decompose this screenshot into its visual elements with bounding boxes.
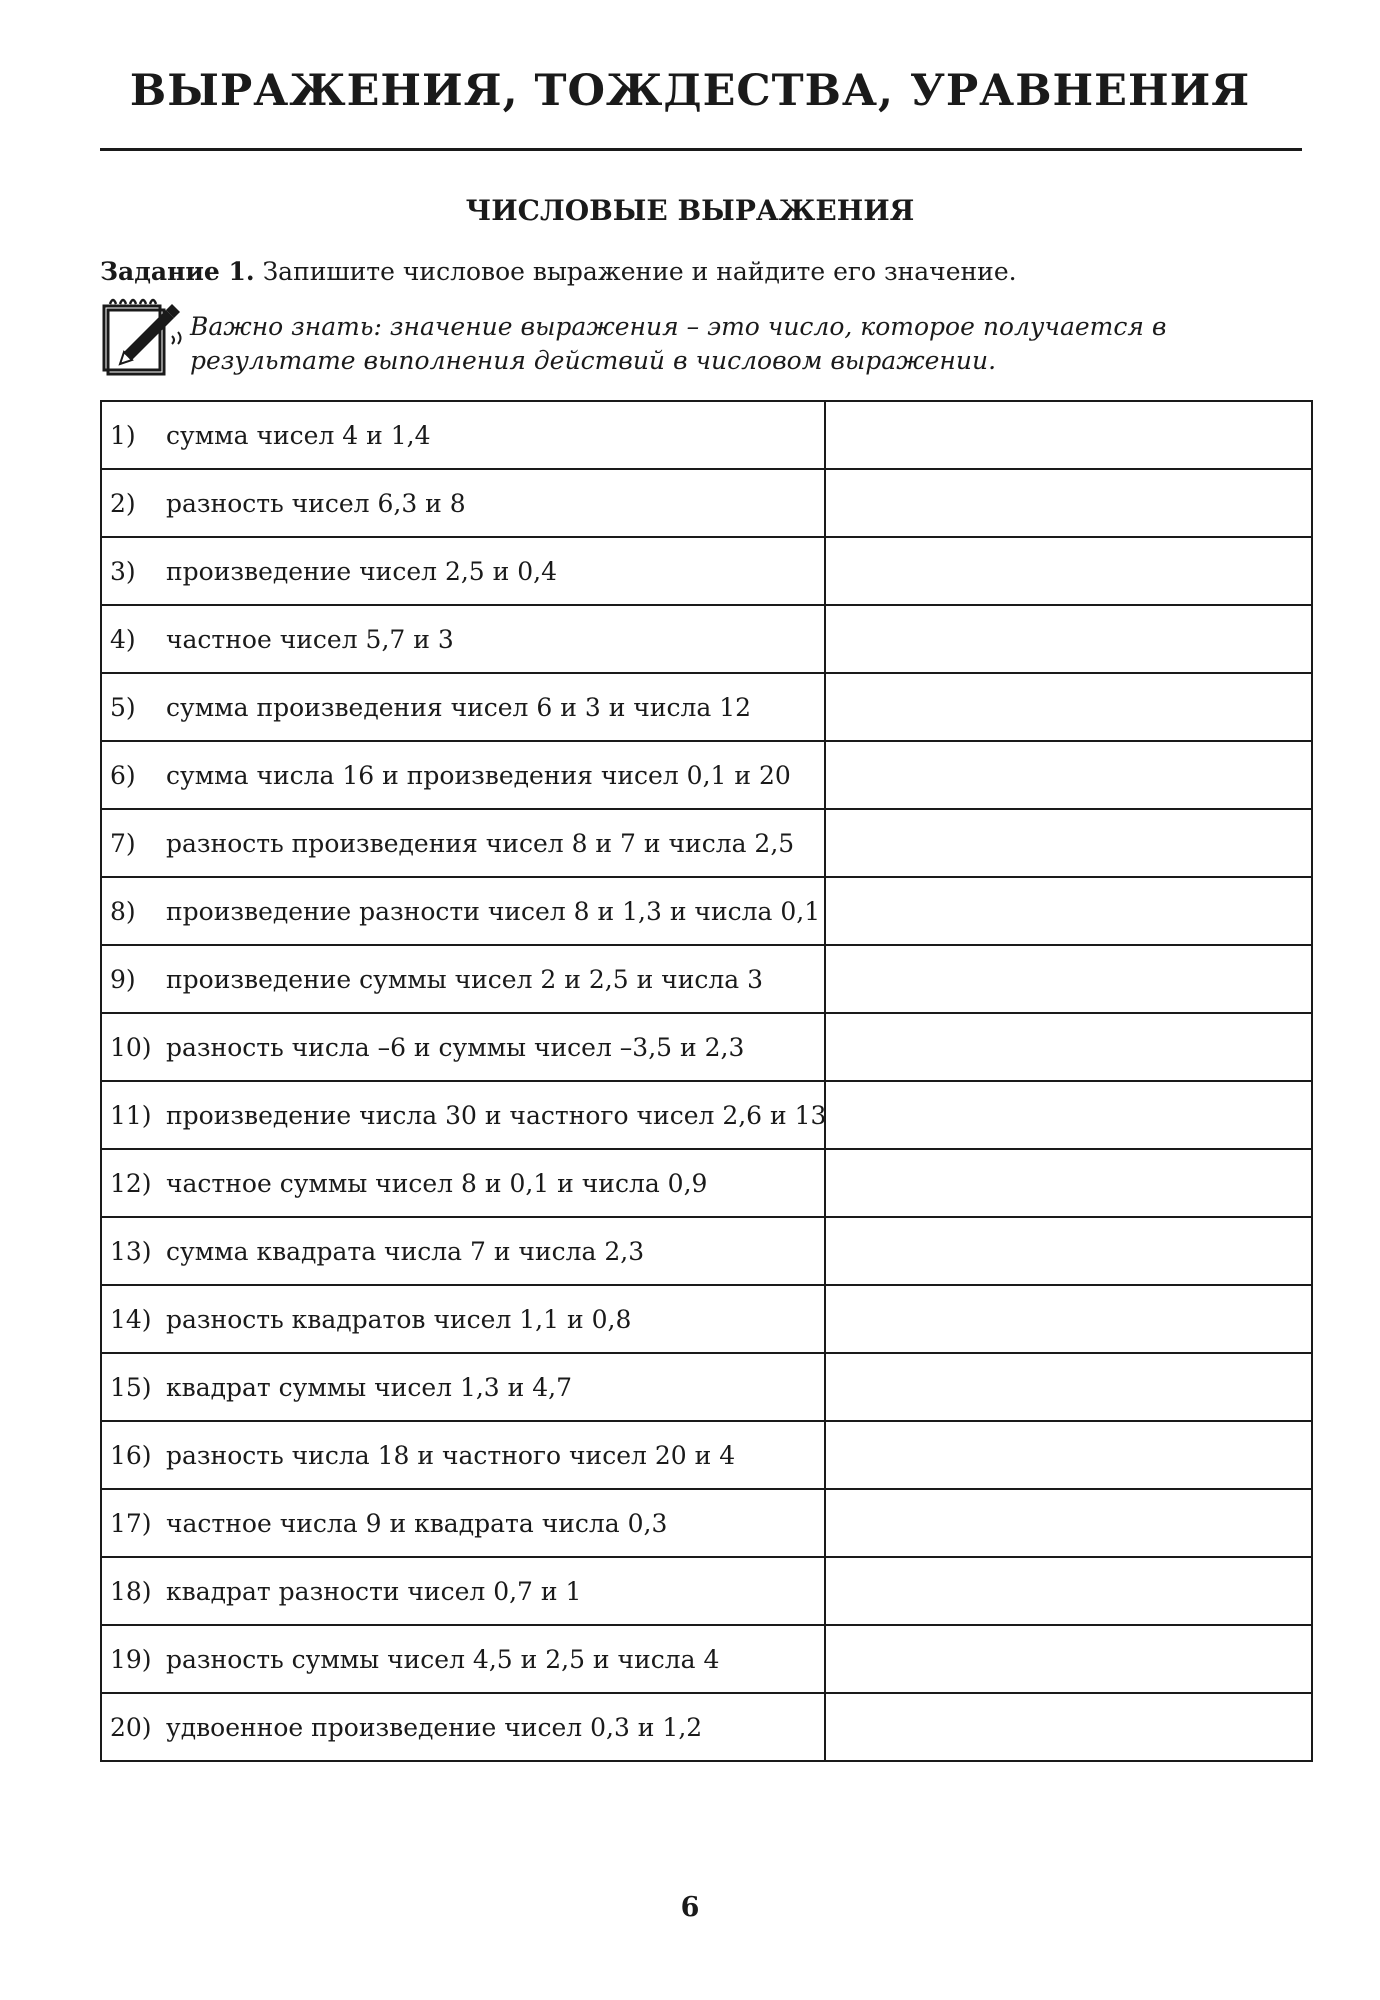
expression-cell bbox=[101, 1489, 825, 1557]
row-number: 4) bbox=[110, 624, 136, 654]
expression-cell bbox=[101, 877, 825, 945]
expression-cell bbox=[101, 1217, 825, 1285]
row-number: 14) bbox=[110, 1304, 152, 1334]
row-number: 17) bbox=[110, 1508, 152, 1538]
page-number: 6 bbox=[680, 1892, 700, 1923]
expression-cell bbox=[101, 1081, 825, 1149]
answer-cell[interactable] bbox=[825, 1693, 1312, 1761]
answer-cell[interactable] bbox=[825, 1625, 1312, 1693]
task-text: Запишите числовое выражение и найдите его значение. bbox=[262, 257, 1017, 286]
row-number: 11) bbox=[110, 1100, 152, 1130]
expression-cell bbox=[101, 401, 825, 469]
row-number: 7) bbox=[110, 828, 136, 858]
notepad-pencil-icon bbox=[100, 292, 186, 376]
task-instruction bbox=[100, 257, 1017, 286]
expression-text: сумма числа 16 и произведения чисел 0,1 и 20 bbox=[166, 760, 791, 790]
expression-text: квадрат суммы чисел 1,3 и 4,7 bbox=[166, 1372, 573, 1402]
important-note: Важно знать: значение выражения – это число, которое получается в результате выполнения действий в числовом выражении. bbox=[190, 312, 1167, 375]
expression-cell bbox=[101, 945, 825, 1013]
table-row bbox=[101, 877, 1312, 945]
page-title: ВЫРАЖЕНИЯ, ТОЖДЕСТВА, УРАВНЕНИЯ bbox=[129, 66, 1251, 116]
answer-cell[interactable] bbox=[825, 605, 1312, 673]
expression-text: сумма чисел 4 и 1,4 bbox=[166, 420, 431, 450]
row-number: 5) bbox=[110, 692, 136, 722]
row-number: 3) bbox=[110, 556, 136, 586]
table-row bbox=[101, 1285, 1312, 1353]
expression-cell bbox=[101, 1693, 825, 1761]
expression-text: частное чисел 5,7 и 3 bbox=[166, 624, 454, 654]
expression-text: разность числа –6 и суммы чисел –3,5 и 2,3 bbox=[166, 1032, 745, 1062]
table-row bbox=[101, 537, 1312, 605]
answer-cell[interactable] bbox=[825, 1217, 1312, 1285]
table-row bbox=[101, 1217, 1312, 1285]
table-row bbox=[101, 1421, 1312, 1489]
expression-text: произведение суммы чисел 2 и 2,5 и числа 3 bbox=[166, 964, 764, 994]
table-row bbox=[101, 1149, 1312, 1217]
table-row bbox=[101, 809, 1312, 877]
table-row bbox=[101, 1489, 1312, 1557]
expression-cell bbox=[101, 1557, 825, 1625]
expression-cell bbox=[101, 469, 825, 537]
table-row bbox=[101, 469, 1312, 537]
table-row bbox=[101, 1081, 1312, 1149]
row-number: 10) bbox=[110, 1032, 152, 1062]
row-number: 1) bbox=[110, 420, 136, 450]
row-number: 8) bbox=[110, 896, 136, 926]
row-number: 16) bbox=[110, 1440, 152, 1470]
row-number: 20) bbox=[110, 1712, 152, 1742]
task-label: Задание 1. bbox=[100, 257, 255, 286]
expression-cell bbox=[101, 1353, 825, 1421]
table-row bbox=[101, 401, 1312, 469]
answer-cell[interactable] bbox=[825, 877, 1312, 945]
answer-cell[interactable] bbox=[825, 537, 1312, 605]
answer-cell[interactable] bbox=[825, 945, 1312, 1013]
expression-cell bbox=[101, 537, 825, 605]
table-row bbox=[101, 945, 1312, 1013]
answer-cell[interactable] bbox=[825, 673, 1312, 741]
expression-cell bbox=[101, 1421, 825, 1489]
table-row bbox=[101, 1353, 1312, 1421]
expression-text: разность произведения чисел 8 и 7 и числа 2,5 bbox=[166, 828, 795, 858]
row-number: 19) bbox=[110, 1644, 152, 1674]
answer-cell[interactable] bbox=[825, 469, 1312, 537]
table-row bbox=[101, 1693, 1312, 1761]
expression-text: разность числа 18 и частного чисел 20 и 4 bbox=[166, 1440, 736, 1470]
expression-text: сумма произведения чисел 6 и 3 и числа 12 bbox=[166, 692, 752, 722]
answer-cell[interactable] bbox=[825, 1557, 1312, 1625]
expression-text: произведение числа 30 и частного чисел 2,6 и 13 bbox=[166, 1100, 827, 1130]
expression-text: удвоенное произведение чисел 0,3 и 1,2 bbox=[166, 1712, 703, 1742]
expression-text: разность квадратов чисел 1,1 и 0,8 bbox=[166, 1304, 632, 1334]
expression-text: сумма квадрата числа 7 и числа 2,3 bbox=[166, 1236, 645, 1266]
answer-cell[interactable] bbox=[825, 809, 1312, 877]
row-number: 6) bbox=[110, 760, 136, 790]
answer-cell[interactable] bbox=[825, 401, 1312, 469]
answer-cell[interactable] bbox=[825, 1285, 1312, 1353]
expression-cell bbox=[101, 1013, 825, 1081]
expression-cell bbox=[101, 1285, 825, 1353]
table-row bbox=[101, 1013, 1312, 1081]
row-number: 12) bbox=[110, 1168, 152, 1198]
answer-cell[interactable] bbox=[825, 741, 1312, 809]
row-number: 18) bbox=[110, 1576, 152, 1606]
title-divider bbox=[100, 148, 1302, 151]
answer-cell[interactable] bbox=[825, 1421, 1312, 1489]
answer-cell[interactable] bbox=[825, 1013, 1312, 1081]
table-row bbox=[101, 1557, 1312, 1625]
expression-cell bbox=[101, 673, 825, 741]
row-number: 9) bbox=[110, 964, 136, 994]
expression-text: частное числа 9 и квадрата числа 0,3 bbox=[166, 1508, 668, 1538]
table-row bbox=[101, 1625, 1312, 1693]
expression-cell bbox=[101, 605, 825, 673]
table-row bbox=[101, 741, 1312, 809]
row-number: 15) bbox=[110, 1372, 152, 1402]
row-number: 13) bbox=[110, 1236, 152, 1266]
exercise-table bbox=[100, 400, 1313, 1762]
expression-cell bbox=[101, 1625, 825, 1693]
answer-cell[interactable] bbox=[825, 1149, 1312, 1217]
table-row bbox=[101, 673, 1312, 741]
answer-cell[interactable] bbox=[825, 1489, 1312, 1557]
section-title: ЧИСЛОВЫЕ ВЫРАЖЕНИЯ bbox=[465, 194, 915, 227]
expression-text: частное суммы чисел 8 и 0,1 и числа 0,9 bbox=[166, 1168, 708, 1198]
expression-text: произведение разности чисел 8 и 1,3 и числа 0,1 bbox=[166, 896, 821, 926]
expression-text: разность суммы чисел 4,5 и 2,5 и числа 4 bbox=[166, 1644, 720, 1674]
expression-cell bbox=[101, 741, 825, 809]
answer-cell[interactable] bbox=[825, 1353, 1312, 1421]
expression-text: квадрат разности чисел 0,7 и 1 bbox=[166, 1576, 582, 1606]
expression-cell bbox=[101, 809, 825, 877]
table-row bbox=[101, 605, 1312, 673]
answer-cell[interactable] bbox=[825, 1081, 1312, 1149]
row-number: 2) bbox=[110, 488, 136, 518]
expression-cell bbox=[101, 1149, 825, 1217]
expression-text: разность чисел 6,3 и 8 bbox=[166, 488, 466, 518]
expression-text: произведение чисел 2,5 и 0,4 bbox=[166, 556, 558, 586]
